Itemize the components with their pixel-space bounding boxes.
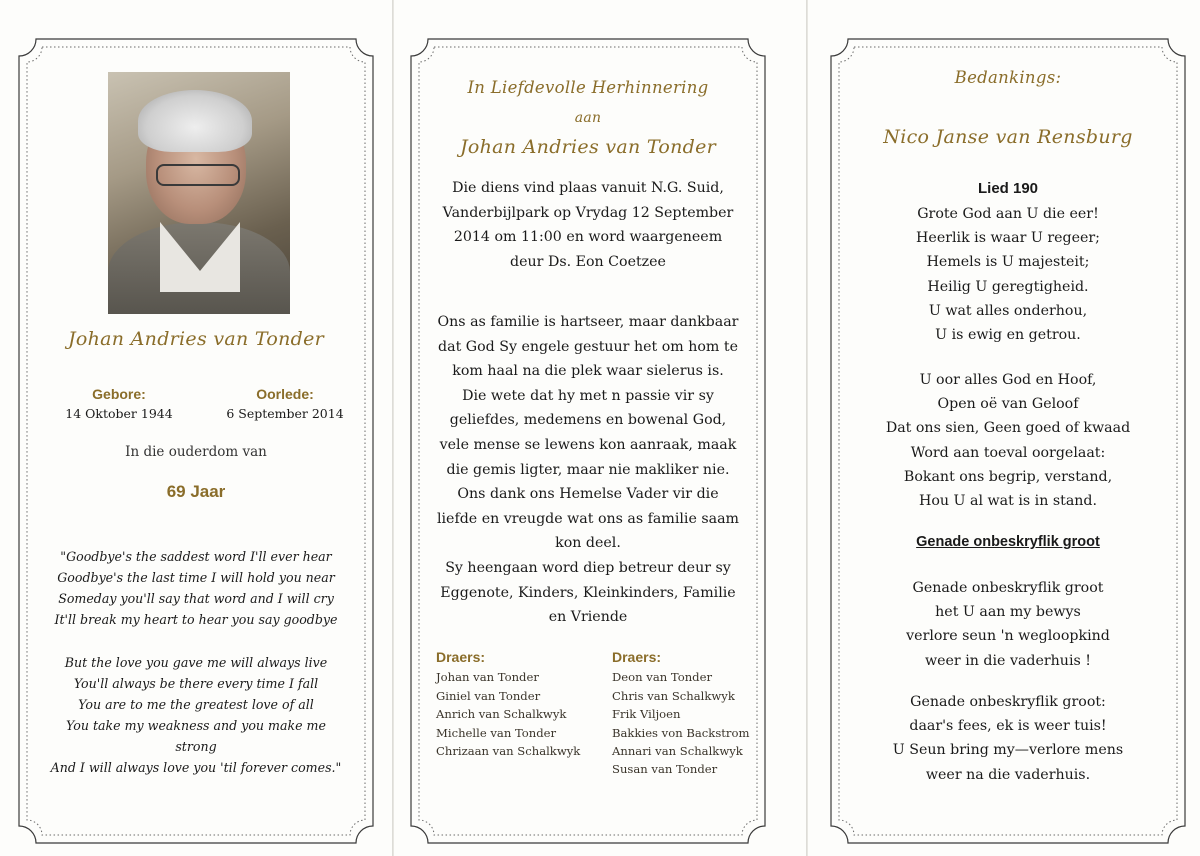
memorial-heading-aan: aan [574,110,602,126]
died-label: Oorlede: [256,386,314,402]
panel-thanks [830,38,1186,844]
bearers-label: Draers: [436,649,486,665]
thanks-name: Nico Janse van Rensburg [883,126,1133,148]
text-line: Open oë van Geloof [937,396,1079,413]
poem-line: You take my weakness and you make me [66,718,326,733]
text-line: die gemis ligter, maar nie makliker nie. [446,461,730,478]
text-line: geliefdes, medemens en bowenal God, [449,412,727,429]
text-line: Sy heengaan word diep betreur deur sy [445,559,731,576]
text-line: het U aan my bewys [935,604,1081,621]
thanks-heading: Bedankings: [954,68,1062,87]
panel-service [410,38,766,844]
text-line: Grote God aan U die eer! [917,206,1099,222]
bearer-name: Chrizaan van Schalkwyk [436,744,581,759]
poem-line: Goodbye's the last time I will hold you near [57,570,335,585]
text-line: Heilig U geregtigheid. [927,278,1089,295]
hymn-title: Lied 190 [977,180,1039,197]
text-line: Dat ons sien, Geen goed of kwaad [885,420,1131,437]
poem-line: It'll break my heart to hear you say goodbye [54,612,338,627]
portrait-photo [108,72,290,314]
born-label: Gebore: [92,386,146,402]
poem-line: You'll always be there every time I fall [73,676,319,691]
text-line: dat God Sy engele gestuur het om hom te [438,338,738,355]
bearer-name: Frik Viljoen [612,707,681,722]
poem-line: But the love you gave me will always live [64,655,328,670]
text-line: Die wete dat hy met n passie vir sy [462,387,714,404]
hymn-verse-1 [830,202,1186,347]
poem-gap [18,630,374,652]
text-line: Bokant ons begrip, verstand, [903,468,1113,485]
bearer-name: Susan van Tonder [612,762,718,777]
bearers-list-left [436,648,580,760]
deceased-name: Johan Andries van Tonder [459,136,717,158]
bearer-name: Johan van Tonder [436,670,539,685]
poem-line: And I will always love you 'til forever comes." [50,760,342,775]
text-line: Eggenote, Kinders, Kleinkinders, Familie [440,584,736,601]
panel-portrait [18,38,374,844]
text-line: 2014 om 11:00 en word waargeneem [453,229,723,246]
poem [18,546,374,778]
died-date: 6 September 2014 [226,406,344,421]
hymn-verse-3 [830,576,1186,673]
text-line: daar's fees, ek is weer tuis! [909,718,1107,735]
text-line: Hemels is U majesteit; [926,254,1090,271]
text-line: U Seun bring my—verlore mens [892,742,1124,759]
text-line: kom haal na die plek waar sielerus is. [452,363,724,380]
text-line: en Vriende [548,609,628,626]
bearer-name: Bakkies von Backstrom [612,725,750,740]
text-line: Word aan toeval oorgelaat: [910,444,1106,461]
text-line: U is ewig en getrou. [935,327,1081,344]
text-line: vele mense se lewens kon aanraak, maak [439,436,737,453]
song-title: Genade onbeskryflik groot [916,534,1100,550]
text-line: kon deel. [555,535,621,552]
service-details [410,176,766,274]
age-value: 69 Jaar [166,482,226,501]
text-line: weer in die vaderhuis ! [925,652,1091,669]
text-line: Ons as familie is hartseer, maar dankbaar [437,314,739,330]
text-line: Genade onbeskryflik groot [912,580,1104,596]
bearer-name: Annari van Schalkwyk [612,744,743,759]
text-line: deur Ds. Eon Coetzee [510,253,666,270]
age-intro: In die ouderdom van [125,444,267,460]
hymn-verse-4 [830,690,1186,787]
text-line: Hou U al wat is in stand. [918,493,1098,510]
bearer-name: Chris van Schalkwyk [612,688,735,703]
text-line: verlore seun 'n wegloopkind [906,628,1110,645]
fold-line-right [806,0,808,856]
bearer-name: Anrich van Schalkwyk [436,707,567,722]
text-line: liefde en vreugde wat ons as familie saam [436,510,740,527]
text-line: Genade onbeskryflik groot: [910,694,1106,710]
deceased-name: Johan Andries van Tonder [67,328,325,350]
poem-line: strong [175,739,217,754]
text-line: U wat alles onderhou, [928,302,1088,319]
poem-line: Someday you'll say that word and I will cry [58,591,334,606]
died-block [212,386,358,421]
text-line: Die diens vind plaas vanuit N.G. Suid, [452,180,724,196]
bearer-name: Deon van Tonder [612,670,713,685]
family-message [410,310,766,630]
born-date: 14 Oktober 1944 [65,406,173,421]
bearer-name: Giniel van Tonder [436,688,541,703]
bearers-list-right [612,648,749,779]
fold-line-left [392,0,394,856]
poem-line: "Goodbye's the saddest word I'll ever hear [60,549,332,564]
text-line: Ons dank ons Hemelse Vader vir die [457,486,719,503]
poem-line: You are to me the greatest love of all [78,697,314,712]
memorial-heading: In Liefdevolle Herhinnering [467,78,709,97]
born-block [54,386,184,421]
text-line: weer na die vaderhuis. [925,766,1091,783]
text-line: Vanderbijlpark op Vrydag 12 September [442,204,734,221]
bearers-label: Draers: [612,649,662,665]
bearer-name: Michelle van Tonder [436,725,557,740]
text-line: U oor alles God en Hoof, [919,372,1097,388]
text-line: Heerlik is waar U regeer; [916,230,1100,247]
hymn-verse-2 [830,368,1186,513]
